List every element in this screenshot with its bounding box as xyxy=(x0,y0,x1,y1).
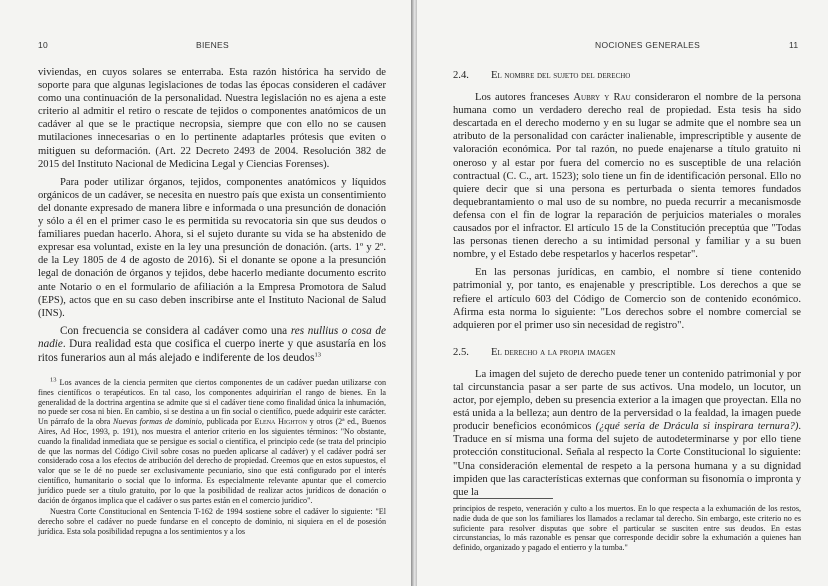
footnote-paragraph: $^{13}$ Los avances de la ciencia permiten que ciertos componentes de un cadáver puedan utilizarse con fines científicos o terapéuticos. En tal caso, los componentes adquirirían el rango de bienes. En la generalidad de la doctrina argentina se admite que si el cadáver tiene como finalidad única la inhumación, no puede ser cosa ni bien. En cambio, si se destina a un fin social o científico, puede adquirir este carácter. Un párrafo de la obra Nuevas formas de dominio, publicada por Elena Highton y otros (2ª ed., Buenos Aires, Ad Hoc, 1993, p. 191), nos muestra el anterior criterio en los siguientes términos: "No obstante, cuando la finalidad inmediata que se persigue es social o científica, el principio cede (se trata del principio de que las normas del Código Civil sobre cosas no pueden aplicarse al cadáver) y el cadáver podrá ser considerado cosa a los efectos de atribución del derecho de propiedad. Creemos que en estos supuestos, el valor que se le dé no puede ser exclusivamente pecuniario, sino que está configurado por el interés científico, humanitario o social que lo informa. Es especialmente relevante apuntar que el comercio jurídico puede ser a título gratuito, por lo que la posibilidad de realizar actos jurídicos de donación o dación de órganos implica que el cadáver o sus partes están en el comercio jurídico". xyxy=(38,376,386,505)
section-title: El nombre del sujeto del derecho xyxy=(491,70,631,81)
running-title-right: NOCIONES GENERALES xyxy=(595,40,701,50)
right-body xyxy=(453,69,801,499)
paragraph: viviendas, en cuyos solares se enterraba. Esta razón histórica ha servido de soporte para que algunas legislaciones de todas las épocas consideren el cadáver como una continuación de la personalidad. Nuestra legislación no es ajena a este criterio al admitir el retiro o rescate de tejidos o componentes anatómicos de un cadáver al que se le practique necropsia, siempre que con ello no se causen mutilaciones innecesarias o en lo pertinente adaptarles prótesis que eviten o mitiguen su deformación. (Art. 22 Decreto 2493 de 2004. Resolución 382 de 2015 del Instituto Nacional de Medicina Legal y Ciencias Forenses). xyxy=(38,67,386,170)
footnote-paragraph: principios de respeto, veneración y culto a los muertos. En lo que respecta a la exhumación de los restos, nadie duda de que son los familiares los llamados a reclamar tal derecho. Sin embargo, este criterio no es suficiente para resolver disputas que sobre el particular se susciten entre sus deudos. En estas circunstancias, lo más razonable es pensar que corresponde decidir sobre la exhumación a quienes han definido, organizado y pagado el entierro y la tumba." xyxy=(453,504,801,553)
paragraph: Los autores franceses Aubry y Rau consideraron el nombre de la persona humana como un verdadero derecho real de propiedad. Esta tesis ha sido descartada en el derecho moderno y en su lugar se admite que el nombre sea un atributo de la personalidad con carácter inalienable, imprescriptible y ausente de valoración económica. Por tal razón, no puede enajenarse a título gratuito ni oneroso y al estar por fuera del comercio no es susceptible de una relación contractual (C. C., art. 1523); solo tiene un fin de identificación personal. Ello no quiere decir que si una persona es perturbada o sienta temores fundados dequebrantamiento o mal uso de su nombre, no pueda recurrir a mecanismosde defensa con el fin de lograr la reparación de perjuicios materiales o morales causados por el infractor. El artículo 15 de la Constitución preceptúa que "Todas las personas tienen derecho a su intimidad personal y familiar y a su buen nombre, y el Estado debe respetarlos y hacerlos respetar". xyxy=(453,92,801,261)
left-body xyxy=(38,66,386,366)
paragraph: La imagen del sujeto de derecho puede tener un contenido patrimonial y por tal circunstancia pasar a ser parte de sus activos. Una modelo, un locutor, un actor, por ejemplo, deben su presencia exterior a la imagen que proyectan. Ella no está unida a la belleza; aun dentro de la perversidad o la fealdad, la imagen puede producir beneficios económicos (¿qué sería de Drácula si inspirara ternura?). Traduce en sí misma una forma del sujeto de autodeterminarse y por ello tiene protección constitucional. Señala al respecto la Corte Constitucional lo siguiente: "Una consideración elemental de respeto a la persona humana y a su dignidad impiden que las características externas que conforman su fisonomía o impronta y que la xyxy=(453,368,802,498)
footnote-ref: 13 xyxy=(314,351,321,359)
right-page xyxy=(417,0,828,586)
section-heading xyxy=(453,69,801,82)
section-number: 2.5. xyxy=(453,346,469,358)
section-number: 2.4. xyxy=(453,70,469,81)
page-number-right: 11 xyxy=(789,40,799,50)
page-number-left: 10 xyxy=(38,40,49,50)
paragraph: En las personas jurídicas, en cambio, el nombre sí tiene contenido patrimonial y, por tanto, es enajenable y prescriptible. Los derechos a que se refiere el artículo 603 del Código de Comercio son de contenido económico. Afirma esta norma lo siguiente: "Los derechos sobre el nombre comercial se adquieren por el primer uso sin necesidad de registro". xyxy=(453,267,801,331)
left-page xyxy=(0,0,411,586)
running-title-left: BIENES xyxy=(196,40,229,50)
footnote-marker: 13 xyxy=(50,376,57,384)
section-title: El derecho a la propia imagen xyxy=(491,346,616,358)
footnote-left xyxy=(38,376,386,537)
footnote-right xyxy=(453,504,801,553)
footnote-rule xyxy=(453,498,553,499)
paragraph: Con frecuencia se considera al cadáver como una res nullius o cosa de nadie. Dura realidad esta que cosifica el cuerpo inerte y que asustaría en los ritos funerarios aun al más alejado e indiferente de los deudos$^{13}$ xyxy=(38,324,386,364)
section-heading xyxy=(453,346,801,359)
footnote-paragraph: Nuestra Corte Constitucional en Sentencia T-162 de 1994 sostiene sobre el cadáver lo siguiente: "El derecho sobre el cadáver no puede fundarse en el concepto de dominio, ni siquiera en el de posesión jurídica. Esta sola posibilidad repugna a los sentimientos y a los xyxy=(38,507,386,536)
paragraph: Para poder utilizar órganos, tejidos, componentes anatómicos y líquidos orgánicos de un cadáver, se necesita en nuestro país que exista un consentimiento del donante expresado de manera libre e informada o una presunción de donación y sólo a él en el primer caso le es permitida su revocatoria sin que sus deudos o familiares puedan hacerlo. Ahora, si el sujeto durante su vida se ha abstenido de expresar esa voluntad, existe en la ley una presunción de donación. (arts. 1º y 2º. de la Ley 1805 de 4 de agosto de 2016). Si el donante se opone a la presunción legal de donación de órganos y tejidos, debe hacerlo mediante documento escrito ante Notario o en el formulario de afiliación a la Empresa Promotora de Salud (EPS), actos que en su caso deben inscribirse ante el Instituto Nacional de Salud (INS). xyxy=(38,176,386,319)
